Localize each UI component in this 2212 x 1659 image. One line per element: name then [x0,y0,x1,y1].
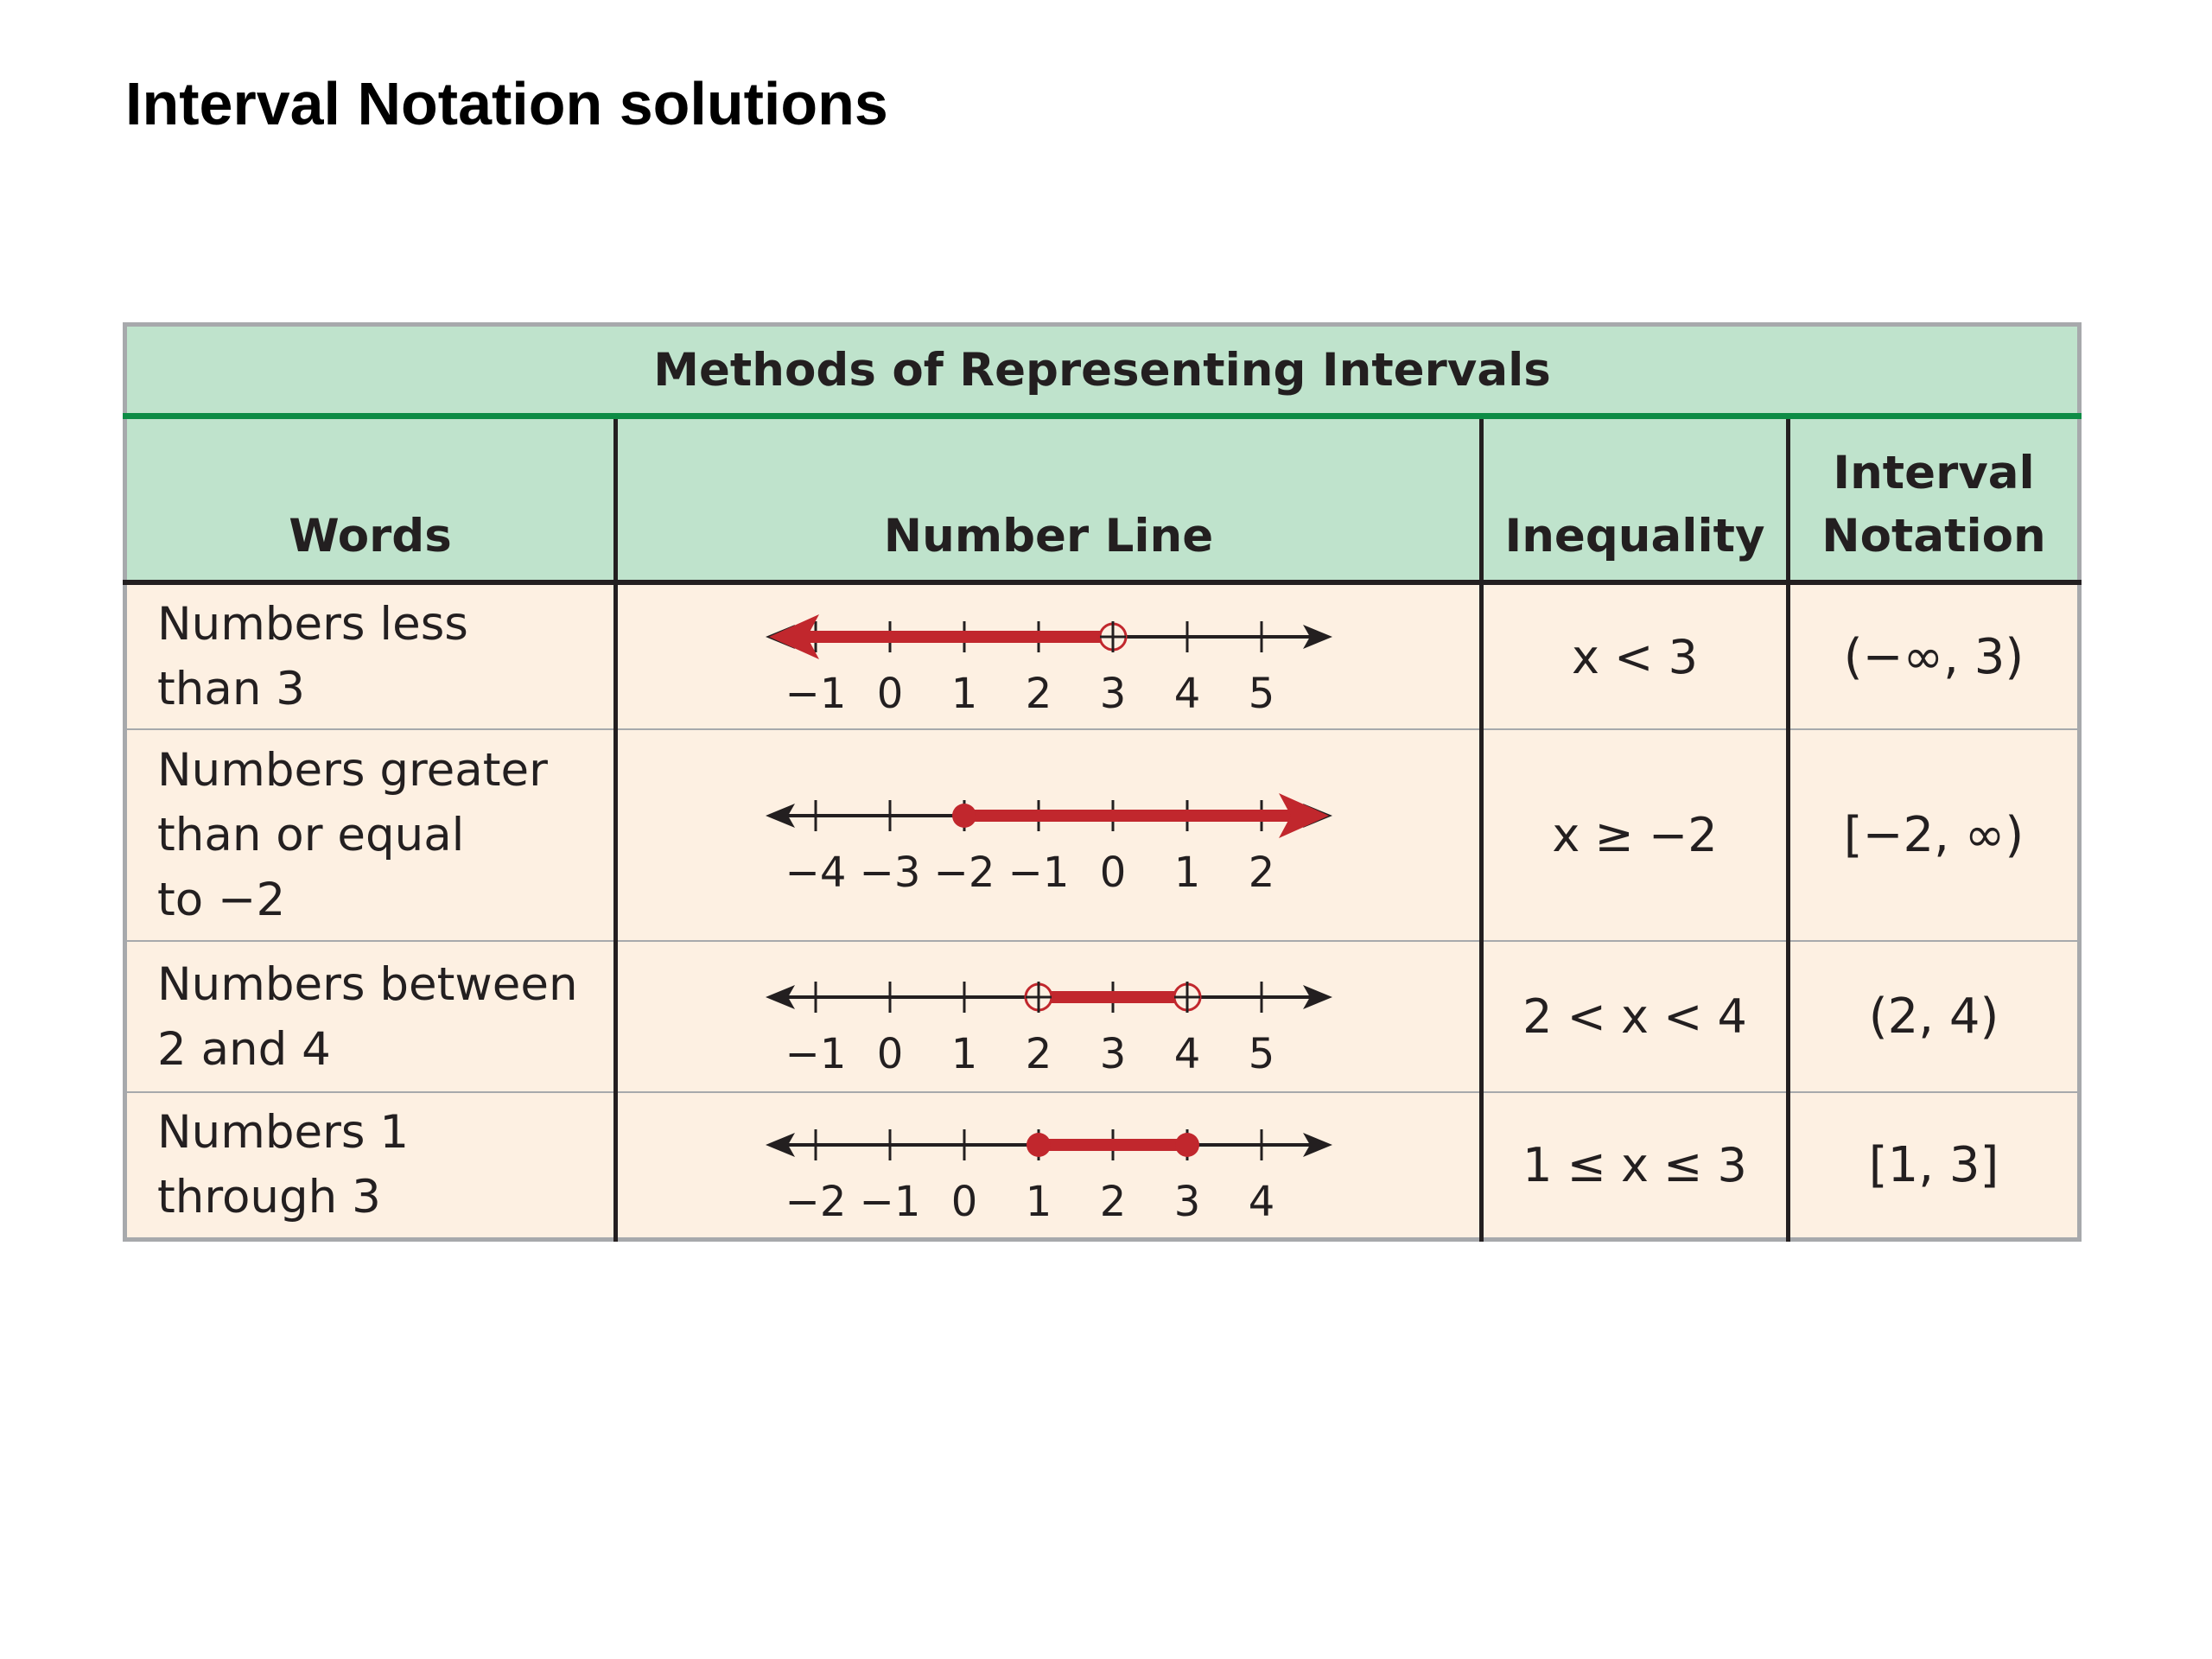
tick-label: 0 [876,1029,903,1078]
tick-label: 3 [1173,1178,1200,1227]
table-row-between-2-and-4 [125,941,2080,1092]
tick-label: 0 [950,1178,977,1227]
tick-label: 2 [1099,1178,1126,1227]
intervals-table [123,322,2082,1242]
table-row-greater-or-equal-neg-2 [125,729,2080,941]
number-line-cell [616,941,1482,1092]
tick-label: 4 [1248,1178,1274,1227]
tick-label: −3 [859,848,920,897]
tick-label: −1 [785,1029,846,1078]
column-header-inequality: Inequality [1482,416,1789,583]
right-closed-endpoint [1175,1133,1199,1157]
column-header-number-line: Number Line [616,416,1482,583]
interval-notation-header-line1: Interval [1833,447,2035,499]
tick-label: 1 [1025,1178,1052,1227]
words-line: to −2 [157,874,286,926]
table-row-1-through-3 [125,1092,2080,1239]
words-line: than 3 [157,663,306,715]
tick-label: −1 [1007,848,1069,897]
interval-notation-cell: [−2, ∞) [1789,729,2080,941]
left-closed-endpoint [952,804,976,828]
tick-label: 1 [950,670,977,718]
number-line-graph [755,952,1343,1082]
tick-label: −1 [859,1178,920,1227]
tick-label: 3 [1099,670,1126,718]
words-cell [125,1092,616,1239]
interval-notation-cell: (−∞, 3) [1789,582,2080,729]
words-line: Numbers less [157,598,468,651]
tick-label: 2 [1025,1029,1052,1078]
tick-label: −4 [785,848,846,897]
words-cell [125,582,616,729]
tick-label: 5 [1248,670,1274,718]
tick-label: 0 [876,670,903,718]
tick-label: −2 [785,1178,846,1227]
number-line-graph [755,771,1343,900]
interval-notation-cell: [1, 3] [1789,1092,2080,1239]
tick-label: 4 [1173,670,1200,718]
column-header-interval-notation [1789,416,2080,583]
tick-label: 3 [1099,1029,1126,1078]
tick-label: 4 [1173,1029,1200,1078]
tick-label: 5 [1248,1029,1274,1078]
inequality-cell: x ≥ −2 [1482,729,1789,941]
interval-notation-header-line2: Notation [1821,510,2046,563]
words-line: 2 and 4 [157,1022,331,1076]
words-line: Numbers between [157,957,578,1011]
number-line-cell [616,582,1482,729]
number-line-cell [616,1092,1482,1239]
inequality-cell: 1 ≤ x ≤ 3 [1482,1092,1789,1239]
tick-label: 0 [1099,848,1126,897]
left-closed-endpoint [1027,1133,1051,1157]
interval-notation-cell: (2, 4) [1789,941,2080,1092]
tick-label: 1 [1173,848,1200,897]
tick-label: −2 [933,848,995,897]
slide-title: Interval Notation solutions [125,70,888,137]
words-line: Numbers 1 [157,1106,410,1160]
words-cell [125,729,616,941]
words-cell [125,941,616,1092]
inequality-cell: x < 3 [1482,582,1789,729]
tick-label: −1 [785,670,846,718]
words-line: through 3 [157,1171,381,1224]
inequality-cell: 2 < x < 4 [1482,941,1789,1092]
table-caption: Methods of Representing Intervals [125,325,2080,416]
words-line: Numbers greater [157,744,548,797]
tick-label: 2 [1248,848,1274,897]
tick-label: 1 [950,1029,977,1078]
words-line: than or equal [157,809,465,861]
number-line-cell [616,729,1482,941]
table-row-less-than-3 [125,582,2080,729]
tick-label: 2 [1025,670,1052,718]
number-line-graph [755,592,1343,721]
column-header-words: Words [125,416,616,583]
number-line-graph [755,1100,1343,1230]
